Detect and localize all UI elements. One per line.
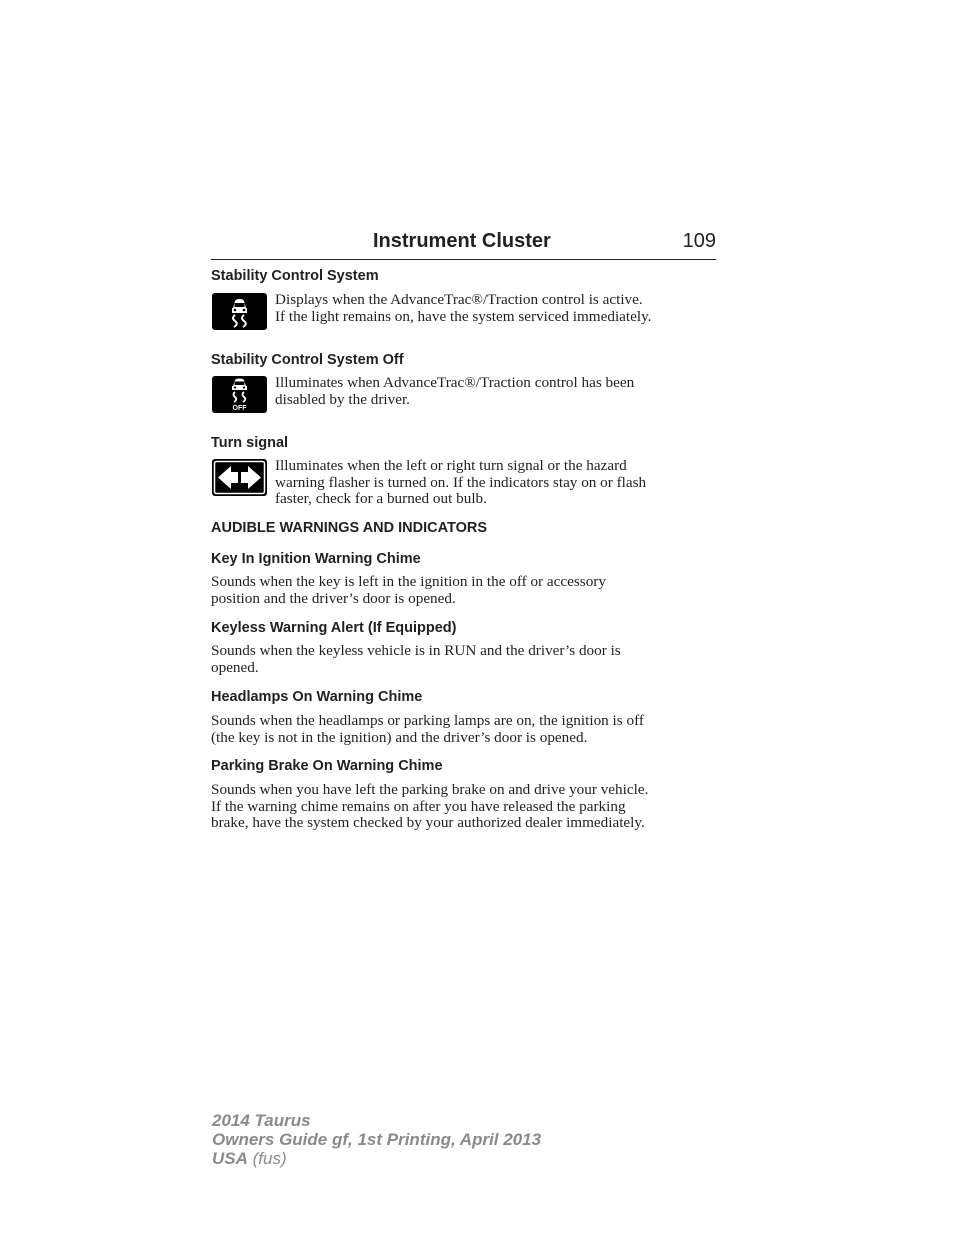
document-footer: [212, 1111, 541, 1168]
turn-signal-text: Illuminates when the left or right turn signal or the hazard warning flasher is turned on. If the indicators stay on or flash faster, check for a burned out bulb.: [275, 457, 647, 507]
stability-control-icon: [212, 293, 267, 330]
footer-model: 2014 Taurus: [212, 1111, 311, 1130]
section-heading-headlamps: Headlamps On Warning Chime: [211, 689, 423, 705]
stability-control-text: Displays when the AdvanceTrac®/Traction control is active. If the light remains on, have the system serviced immediately.: [275, 291, 652, 325]
key-in-ignition-text: Sounds when the key is left in the ignition in the off or accessory position and the driver’s door is opened.: [211, 573, 606, 607]
page-number: 109: [682, 230, 716, 252]
section-heading-parking-brake: Parking Brake On Warning Chime: [211, 758, 443, 774]
page-title: Instrument Cluster: [373, 230, 551, 252]
stability-control-off-text: Illuminates when AdvanceTrac®/Traction control has been disabled by the driver.: [275, 374, 635, 408]
turn-signal-arrows-icon: [212, 459, 267, 496]
section-heading-stability-control-off: Stability Control System Off: [211, 352, 404, 368]
parking-brake-text: Sounds when you have left the parking brake on and drive your vehicle. If the warning chime remains on after you have released the parking brake, have the system checked by your authorized dealer immediately.: [211, 781, 649, 831]
section-heading-audible-warnings: AUDIBLE WARNINGS AND INDICATORS: [211, 520, 488, 536]
svg-text:OFF: OFF: [232, 405, 247, 412]
stability-control-off-icon: [212, 376, 267, 413]
section-heading-keyless-warning: Keyless Warning Alert (If Equipped): [211, 620, 457, 636]
footer-printing: Owners Guide gf, 1st Printing, April 2013: [212, 1130, 542, 1149]
page-header: [211, 229, 716, 260]
section-heading-turn-signal: Turn signal: [211, 435, 289, 451]
keyless-warning-text: Sounds when the keyless vehicle is in RUN and the driver’s door is opened.: [211, 642, 621, 676]
footer-region: USA (fus): [212, 1149, 287, 1168]
headlamps-text: Sounds when the headlamps or parking lamps are on, the ignition is off (the key is not in the ignition) and the driver’s door is opened.: [211, 712, 644, 746]
section-heading-stability-control: Stability Control System: [211, 268, 379, 284]
section-heading-key-in-ignition: Key In Ignition Warning Chime: [211, 551, 421, 567]
